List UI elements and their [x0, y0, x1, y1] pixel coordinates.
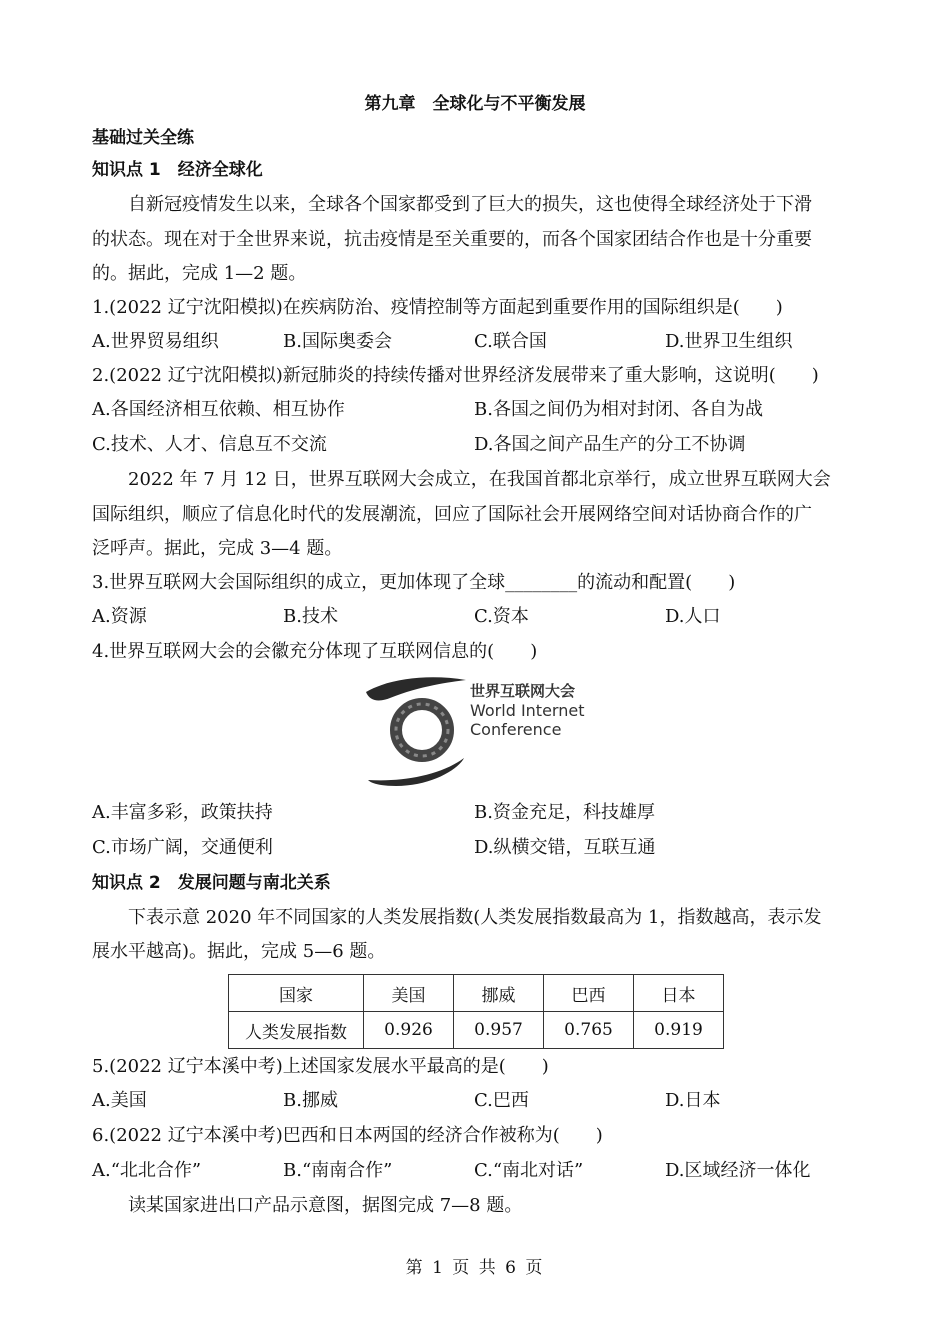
q5-option-b: B.挪威 [283, 1090, 338, 1111]
q3-option-b: B.技术 [283, 606, 338, 627]
intro4-line: 读某国家进出口产品示意图，据图完成 7—8 题。 [128, 1195, 523, 1216]
q2-option-a: A.各国经济相互依赖、相互协作 [92, 399, 345, 420]
table-cell: 0.919 [634, 1012, 724, 1049]
table-cell: 0.957 [454, 1012, 544, 1049]
intro3-line-1: 下表示意 2020 年不同国家的人类发展指数(人类发展指数最高为 1，指数越高，表示发 [128, 907, 822, 928]
question-1-stem: 1.(2022 辽宁沈阳模拟)在疾病防治、疫情控制等方面起到重要作用的国际组织是( ) [92, 297, 783, 318]
intro1-line-2: 的状态。现在对于全世界来说，抗击疫情是至关重要的，而各个国家团结合作也是十分重要 [92, 229, 812, 250]
q6-option-c: C.“南北对话” [474, 1160, 584, 1181]
table-header-cell: 美国 [364, 975, 454, 1012]
intro3-line-2: 展水平越高)。据此，完成 5—6 题。 [92, 941, 386, 962]
q2-option-d: D.各国之间产品生产的分工不协调 [474, 434, 746, 455]
q1-option-c: C.联合国 [474, 331, 547, 352]
question-6-stem: 6.(2022 辽宁本溪中考)巴西和日本两国的经济合作被称为( ) [92, 1125, 603, 1146]
question-5-stem: 5.(2022 辽宁本溪中考)上述国家发展水平最高的是( ) [92, 1056, 549, 1077]
table-row [229, 1012, 724, 1049]
q6-option-a: A.“北北合作” [92, 1160, 202, 1181]
table-header-cell: 国家 [229, 975, 364, 1012]
logo-text-en-1: World Internet [470, 701, 585, 720]
q5-option-c: C.巴西 [474, 1090, 529, 1111]
intro1-line-1: 自新冠疫情发生以来，全球各个国家都受到了巨大的损失，这也使得全球经济处于下滑 [128, 194, 812, 215]
q2-option-c: C.技术、人才、信息互不交流 [92, 434, 327, 455]
intro2-line-1: 2022 年 7 月 12 日，世界互联网大会成立，在我国首都北京举行，成立世界互联网大会 [128, 469, 831, 490]
q1-option-d: D.世界卫生组织 [665, 331, 793, 352]
q6-option-b: B.“南南合作” [283, 1160, 393, 1181]
q3-option-c: C.资本 [474, 606, 529, 627]
q4-option-b: B.资金充足，科技雄厚 [474, 802, 655, 823]
table-header-cell: 挪威 [454, 975, 544, 1012]
q5-option-d: D.日本 [665, 1090, 721, 1111]
table-header-cell: 日本 [634, 975, 724, 1012]
table-cell: 0.926 [364, 1012, 454, 1049]
section-heading: 基础过关全练 [92, 128, 194, 148]
q5-option-a: A.美国 [92, 1090, 147, 1111]
q4-option-c: C.市场广阔，交通便利 [92, 837, 273, 858]
q4-option-d: D.纵横交错，互联互通 [474, 837, 656, 858]
table-header-row [229, 975, 724, 1012]
table-header-cell: 巴西 [544, 975, 634, 1012]
logo-text-cn: 世界互联网大会 [470, 682, 576, 700]
q1-option-a: A.世界贸易组织 [92, 331, 219, 352]
q2-option-b: B.各国之间仍为相对封闭、各自为战 [474, 399, 763, 420]
table-cell: 人类发展指数 [229, 1012, 364, 1049]
intro2-line-2: 国际组织，顺应了信息化时代的发展潮流，回应了国际社会开展网络空间对话协商合作的广 [92, 504, 812, 525]
question-3-stem: 3.世界互联网大会国际组织的成立，更加体现了全球________的流动和配置( ) [92, 572, 736, 593]
table-cell: 0.765 [544, 1012, 634, 1049]
question-4-stem: 4.世界互联网大会的会徽充分体现了互联网信息的( ) [92, 641, 538, 662]
q6-option-d: D.区域经济一体化 [665, 1160, 811, 1181]
question-2-stem: 2.(2022 辽宁沈阳模拟)新冠肺炎的持续传播对世界经济发展带来了重大影响，这说明( ) [92, 365, 819, 386]
chapter-title: 第九章 全球化与不平衡发展 [364, 94, 586, 114]
intro2-line-3: 泛呼声。据此，完成 3—4 题。 [92, 538, 343, 559]
q4-option-a: A.丰富多彩，政策扶持 [92, 802, 273, 823]
q3-option-a: A.资源 [92, 606, 147, 627]
knowledge-point-1-heading: 知识点 1 经济全球化 [92, 160, 263, 180]
knowledge-point-2-heading: 知识点 2 发展问题与南北关系 [92, 873, 331, 893]
q3-option-d: D.人口 [665, 606, 721, 627]
page-footer: 第 1 页 共 6 页 [405, 1258, 545, 1278]
q1-option-b: B.国际奥委会 [283, 331, 392, 352]
hdi-table [228, 974, 724, 1049]
logo-text-en-2: Conference [470, 720, 562, 739]
intro1-line-3: 的。据此，完成 1—2 题。 [92, 263, 307, 284]
